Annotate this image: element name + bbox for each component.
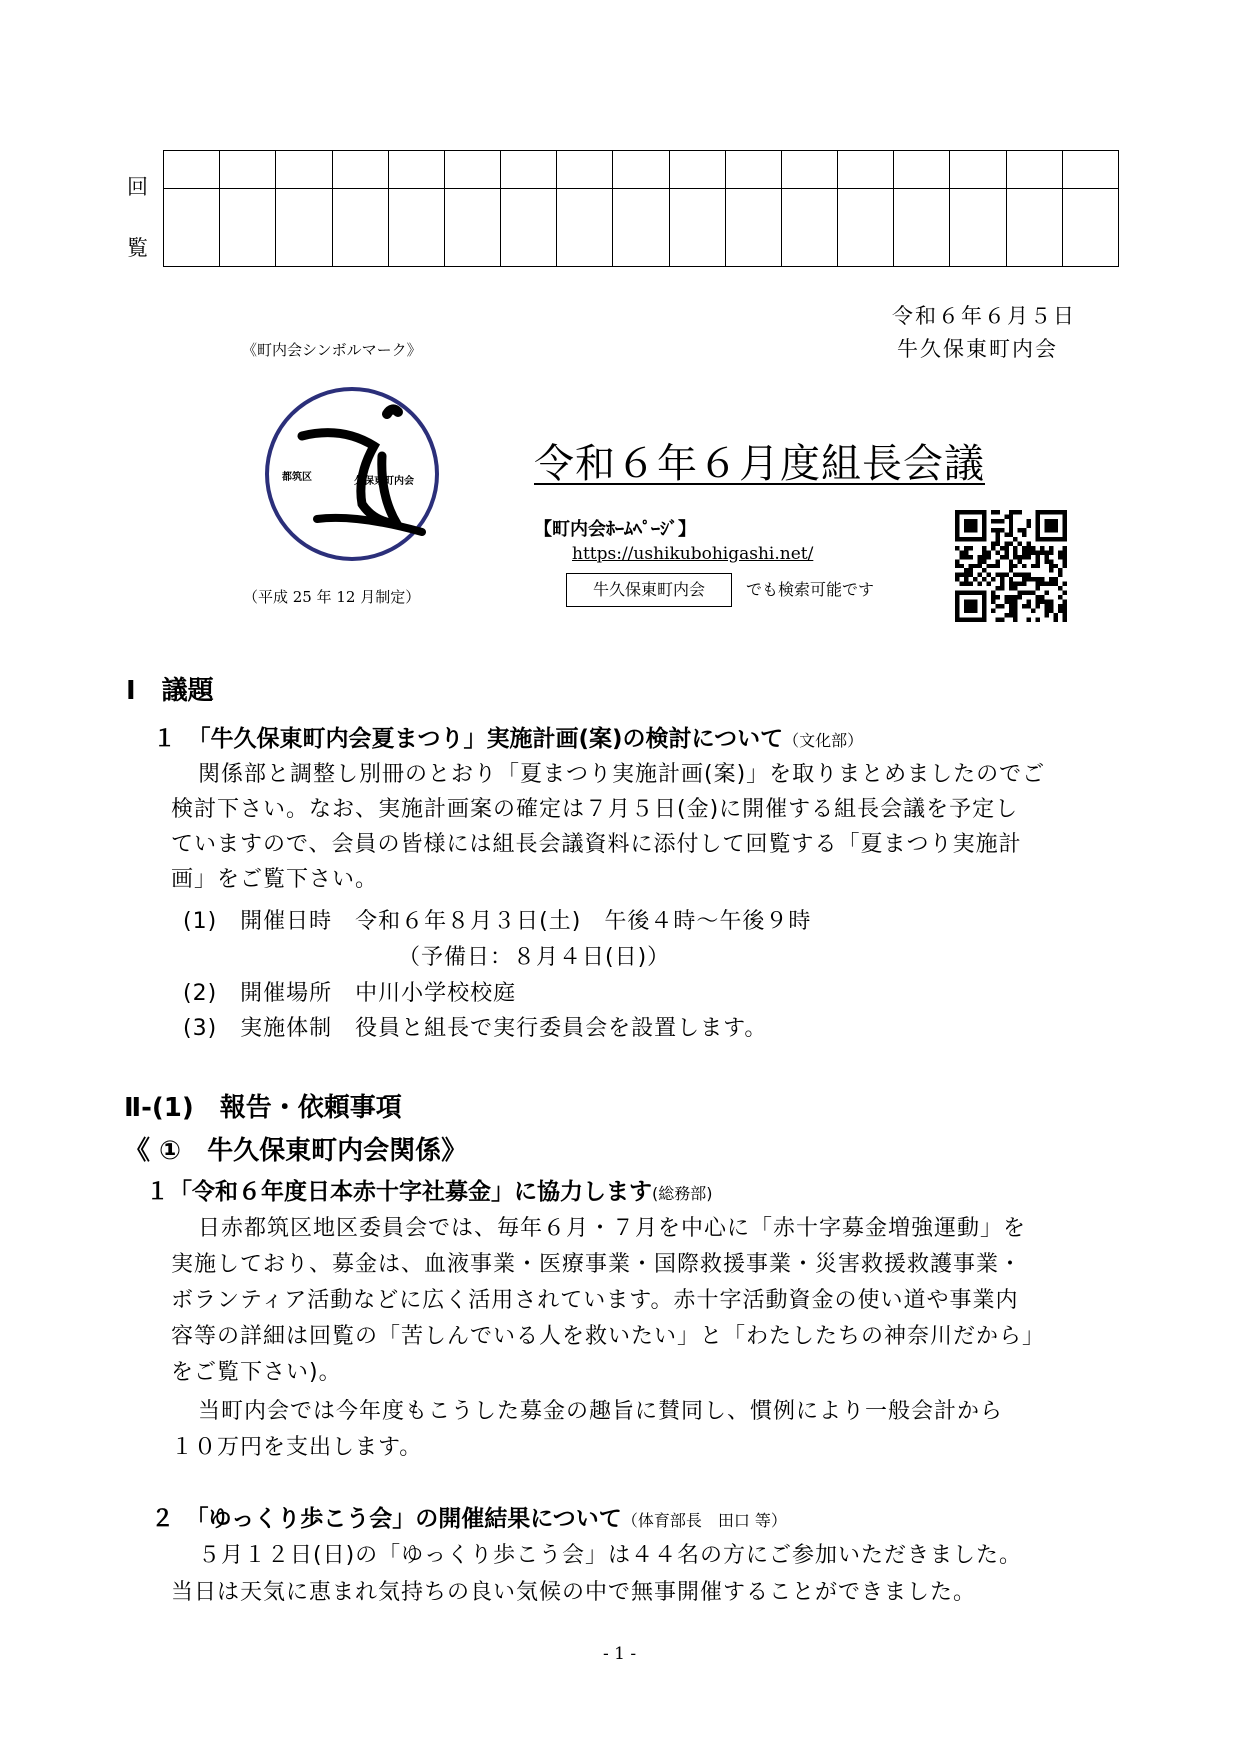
section1-item1-line3: ていますので、会員の皆様には組長会議資料に添付して回覧する「夏まつり実施計 bbox=[171, 832, 1022, 857]
circulation-stamp-cell bbox=[613, 189, 669, 267]
section1-item1-title: １ 「牛久保東町内会夏まつり」実施計画(案)の検討について bbox=[153, 726, 784, 752]
circulation-stamp-cell bbox=[1062, 189, 1118, 267]
section2-item1-title: １「令和６年度日本赤十字社募金」に協力します bbox=[146, 1179, 652, 1205]
circulation-stamp-cell bbox=[1006, 189, 1062, 267]
search-note: でも検索可能です bbox=[746, 580, 875, 599]
circulation-stamp-header-cell bbox=[501, 151, 557, 189]
circulation-stamp-cell bbox=[164, 189, 220, 267]
circulation-stamp-header-cell bbox=[950, 151, 1006, 189]
search-keyword-box: 牛久保東町内会 bbox=[566, 573, 732, 607]
section2-item1-line6: 当町内会では今年度もこうした募金の趣旨に賛同し、慣例により一般会計から bbox=[198, 1399, 1004, 1424]
circulation-grid bbox=[163, 150, 1119, 267]
section2-item1-line5: をご覧下さい)。 bbox=[171, 1360, 342, 1385]
section2-item1-line2: 実施しており、募金は、血液事業・医療事業・国際救援事業・災害救援救護事業・ bbox=[171, 1252, 1023, 1277]
section2-item2-dept: （体育部長 田口 等） bbox=[621, 1511, 787, 1530]
section2-item1-heading bbox=[146, 1173, 713, 1206]
circulation-stamp-header-cell bbox=[1062, 151, 1118, 189]
town-association-logo bbox=[262, 384, 442, 564]
circulation-stamp-header-cell bbox=[781, 151, 837, 189]
circulation-stamp-header-cell bbox=[669, 151, 725, 189]
section2-item2-title: ２ 「ゆっくり歩こう会」の開催結果について bbox=[151, 1506, 622, 1532]
enacted-note: （平成 25 年 12 月制定） bbox=[243, 588, 421, 606]
circulation-stamp-header-cell bbox=[725, 151, 781, 189]
circulation-stamp-header-cell bbox=[276, 151, 332, 189]
section2-item1-line1: 日赤都筑区地区委員会では、毎年６月・７月を中心に「赤十字募金増強運動」を bbox=[198, 1216, 1027, 1241]
schedule-item-2: (2) 開催場所 中川小学校校庭 bbox=[183, 981, 517, 1006]
section2-subheading: 《 ① 牛久保東町内会関係》 bbox=[124, 1136, 468, 1166]
homepage-link[interactable]: https://ushikubohigashi.net/ bbox=[572, 544, 814, 564]
circulation-stamp-cell bbox=[501, 189, 557, 267]
logo-text-right: 久保東町内会 bbox=[354, 476, 414, 487]
schedule-reserve-day: （予備日：８月４日(日)） bbox=[398, 945, 671, 970]
circulation-stamp-cell bbox=[220, 189, 276, 267]
section1-item1-line4: 画」をご覧下さい。 bbox=[171, 867, 379, 892]
circulation-stamp-cell bbox=[950, 189, 1006, 267]
circulation-stamp-cell bbox=[894, 189, 950, 267]
logo-text-left: 都筑区 bbox=[282, 472, 312, 483]
symbol-caption: 《町内会シンボルマーク》 bbox=[242, 341, 422, 359]
circulation-stamp-header-cell bbox=[613, 151, 669, 189]
circulation-stamp-header-cell bbox=[332, 151, 388, 189]
section1-item1-line2: 検討下さい。なお、実施計画案の確定は７月５日(金)に開催する組長会議を予定し bbox=[171, 797, 1019, 822]
circulation-label-top: 回 bbox=[127, 175, 148, 199]
page-title: 令和６年６月度組長会議 bbox=[534, 441, 985, 487]
section1-item1-heading bbox=[153, 720, 863, 753]
homepage-qr-code[interactable] bbox=[955, 510, 1067, 622]
section2-item1-line4: 容等の詳細は回覧の「苦しんでいる人を救いたい」と「わたしたちの神奈川だから」 bbox=[171, 1324, 1046, 1349]
circulation-stamp-header-cell bbox=[557, 151, 613, 189]
section1-item1-dept: （文化部） bbox=[783, 731, 864, 750]
section2-heading: Ⅱ-(1) 報告・依頼事項 bbox=[124, 1093, 402, 1123]
circulation-stamp-header-cell bbox=[1006, 151, 1062, 189]
circulation-stamp-header-cell bbox=[894, 151, 950, 189]
section2-item1-dept: (総務部) bbox=[652, 1184, 713, 1203]
issue-date: 令和６年６月５日 bbox=[892, 304, 1076, 328]
section2-item1-line3: ボランティア活動などに広く活用されています。赤十字活動資金の使い道や事業内 bbox=[171, 1288, 1019, 1313]
homepage-label: 【町内会ﾎｰﾑﾍﾟｰｼﾞ】 bbox=[534, 519, 696, 540]
section2-item2-heading bbox=[151, 1500, 787, 1533]
circulation-stamp-header-cell bbox=[164, 151, 220, 189]
circulation-stamp-cell bbox=[669, 189, 725, 267]
circulation-stamp-header-cell bbox=[220, 151, 276, 189]
page-number: - 1 - bbox=[603, 1644, 637, 1664]
circulation-stamp-cell bbox=[557, 189, 613, 267]
circulation-stamp-cell bbox=[781, 189, 837, 267]
circulation-stamp-header-cell bbox=[444, 151, 500, 189]
circulation-stamp-cell bbox=[332, 189, 388, 267]
circulation-stamp-cell bbox=[388, 189, 444, 267]
organization-name: 牛久保東町内会 bbox=[897, 337, 1058, 361]
section2-item2-line1: ５月１２日(日)の「ゆっくり歩こう会」は４４名の方にご参加いただきました。 bbox=[198, 1543, 1022, 1568]
circulation-stamp-cell bbox=[444, 189, 500, 267]
circulation-stamp-cell bbox=[838, 189, 894, 267]
schedule-item-3: (3) 実施体制 役員と組長で実行委員会を設置します。 bbox=[183, 1016, 768, 1041]
section2-item1-line7: １０万円を支出します。 bbox=[171, 1435, 423, 1460]
circulation-stamp-cell bbox=[276, 189, 332, 267]
section1-item1-line1: 関係部と調整し別冊のとおり「夏まつり実施計画(案)」を取りまとめましたのでご bbox=[198, 762, 1046, 787]
circulation-label-bottom: 覧 bbox=[127, 236, 148, 260]
schedule-item-1: (1) 開催日時 令和６年８月３日(土) 午後４時～午後９時 bbox=[183, 909, 812, 934]
circulation-stamp-cell bbox=[725, 189, 781, 267]
section2-item2-line2: 当日は天気に恵まれ気持ちの良い気候の中で無事開催することができました。 bbox=[171, 1580, 977, 1605]
section1-heading: Ⅰ 議題 bbox=[126, 676, 214, 706]
circulation-stamp-header-cell bbox=[838, 151, 894, 189]
circulation-stamp-header-cell bbox=[388, 151, 444, 189]
